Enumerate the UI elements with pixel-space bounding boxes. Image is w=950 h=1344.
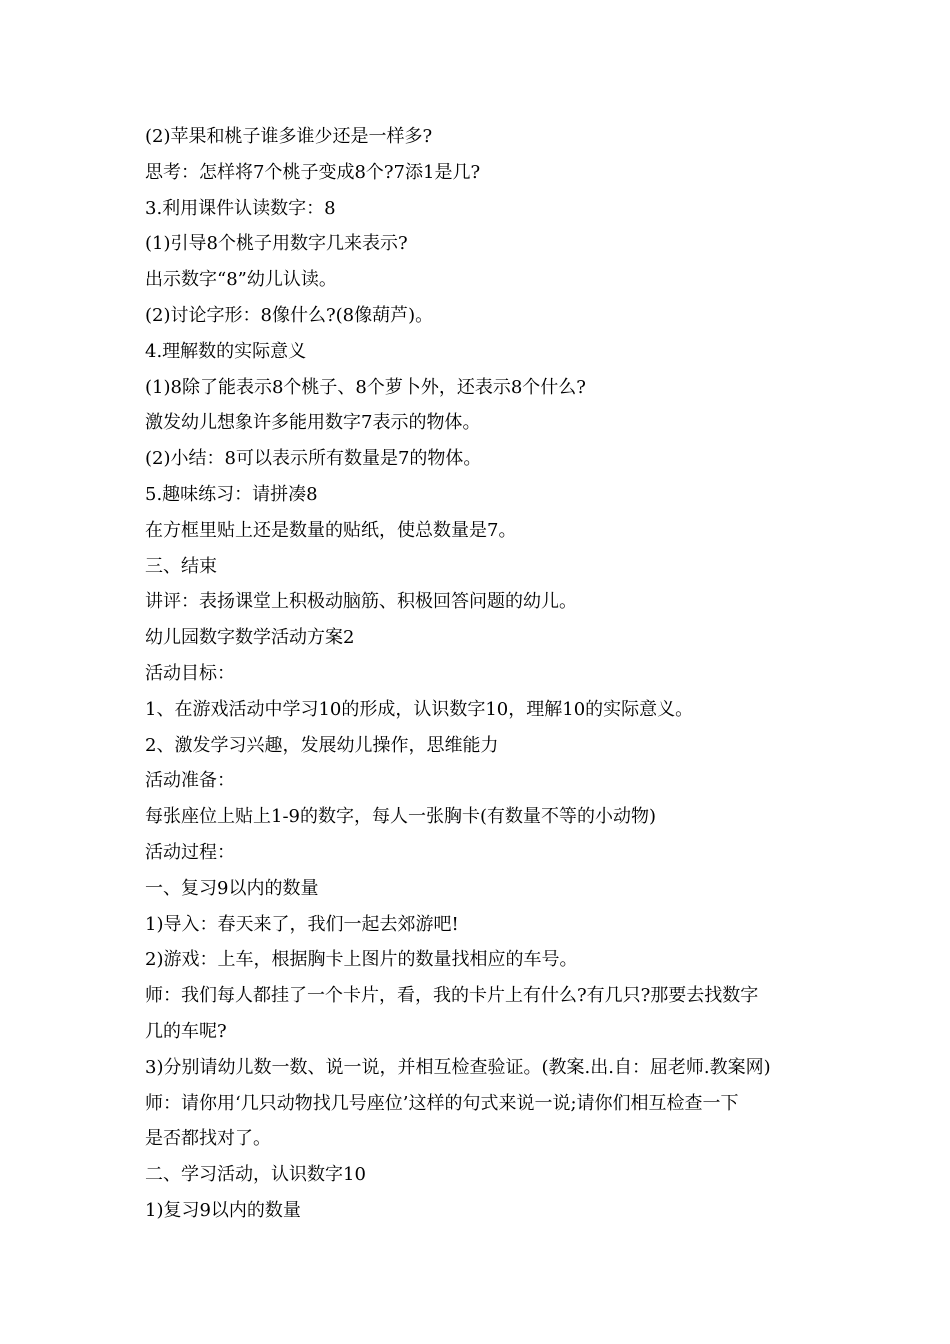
text-line: 几的车呢? [145, 1020, 227, 1042]
text-line: 活动准备： [145, 770, 235, 792]
text-line: 2、激发学习兴趣，发展幼儿操作，思维能力 [145, 734, 499, 756]
text-line: 师：请你用‘几只动物找几号座位’这样的句式来说一说;请你们相互检查一下 [145, 1092, 739, 1114]
text-line: (1)8除了能表示8个桃子、8个萝卜外，还表示8个什么? [145, 376, 586, 398]
text-line: 思考：怎样将7个桃子变成8个?7添1是几? [145, 161, 481, 183]
text-line: 1)复习9以内的数量 [145, 1199, 301, 1221]
text-line: 师：我们每人都挂了一个卡片，看，我的卡片上有什么?有几只?那要去找数字 [145, 985, 759, 1007]
text-line: 2)游戏：上车，根据胸卡上图片的数量找相应的车号。 [145, 949, 578, 971]
text-line: (2)苹果和桃子谁多谁少还是一样多? [145, 126, 433, 147]
text-line: 4.理解数的实际意义 [145, 340, 307, 362]
text-line: 3)分别请幼儿数一数、说一说，并相互检查验证。(教案.出.自：屈老师.教案网) [145, 1056, 771, 1078]
text-line: 出示数字“8”幼儿认读。 [145, 269, 337, 291]
document-body [145, 119, 810, 1229]
text-line: 1、在游戏活动中学习10的形成，认识数字10，理解10的实际意义。 [145, 698, 694, 720]
text-line: 3.利用课件认读数字：8 [145, 197, 336, 219]
text-line: 活动过程： [145, 841, 235, 863]
text-line: (1)引导8个桃子用数字几来表示? [145, 233, 408, 255]
text-line: 三、结束 [145, 555, 217, 577]
text-line: (2)小结：8可以表示所有数量是7的物体。 [145, 448, 482, 470]
text-line: 是否都找对了。 [145, 1128, 271, 1150]
text-line: 5.趣味练习：请拼凑8 [145, 483, 318, 505]
text-line: 每张座位上贴上1-9的数字，每人一张胸卡(有数量不等的小动物) [145, 806, 657, 828]
text-line: (2)讨论字形：8像什么?(8像葫芦)。 [145, 304, 434, 326]
text-line: 1)导入：春天来了，我们一起去郊游吧! [145, 913, 459, 935]
text-line: 二、学习活动，认识数字10 [145, 1164, 366, 1186]
text-line: 在方框里贴上还是数量的贴纸，使总数量是7。 [145, 519, 517, 541]
text-line: 激发幼儿想象许多能用数字7表示的物体。 [145, 412, 481, 434]
text-line: 活动目标： [145, 662, 235, 684]
text-line: 讲评：表扬课堂上积极动脑筋、积极回答问题的幼儿。 [145, 591, 577, 613]
section-title: 幼儿园数字数学活动方案2 [145, 627, 355, 649]
text-line: 一、复习9以内的数量 [145, 877, 319, 899]
